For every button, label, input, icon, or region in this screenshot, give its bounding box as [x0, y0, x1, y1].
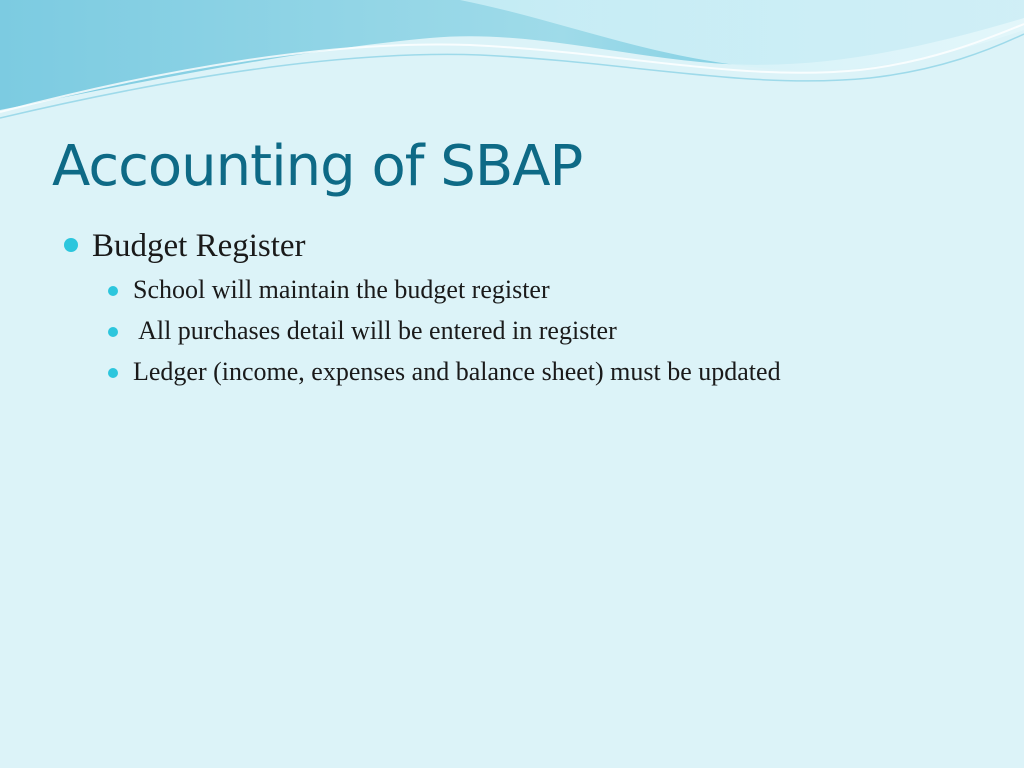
header-wave-decoration: [0, 0, 1024, 130]
bullet-dot: [108, 327, 118, 337]
bullet-dot: [64, 238, 78, 252]
sub-bullet-1: School will maintain the budget register: [133, 275, 550, 304]
bullet-dot: [108, 286, 118, 296]
sub-bullet-3: Ledger (income, expenses and balance sheet) must be updated: [133, 357, 781, 386]
slide-title: Accounting of SBAP: [52, 134, 583, 199]
bullet-dot: [108, 368, 118, 378]
bullet-budget-register: Budget Register: [92, 228, 306, 264]
sub-bullet-2: All purchases detail will be entered in register: [133, 316, 617, 345]
